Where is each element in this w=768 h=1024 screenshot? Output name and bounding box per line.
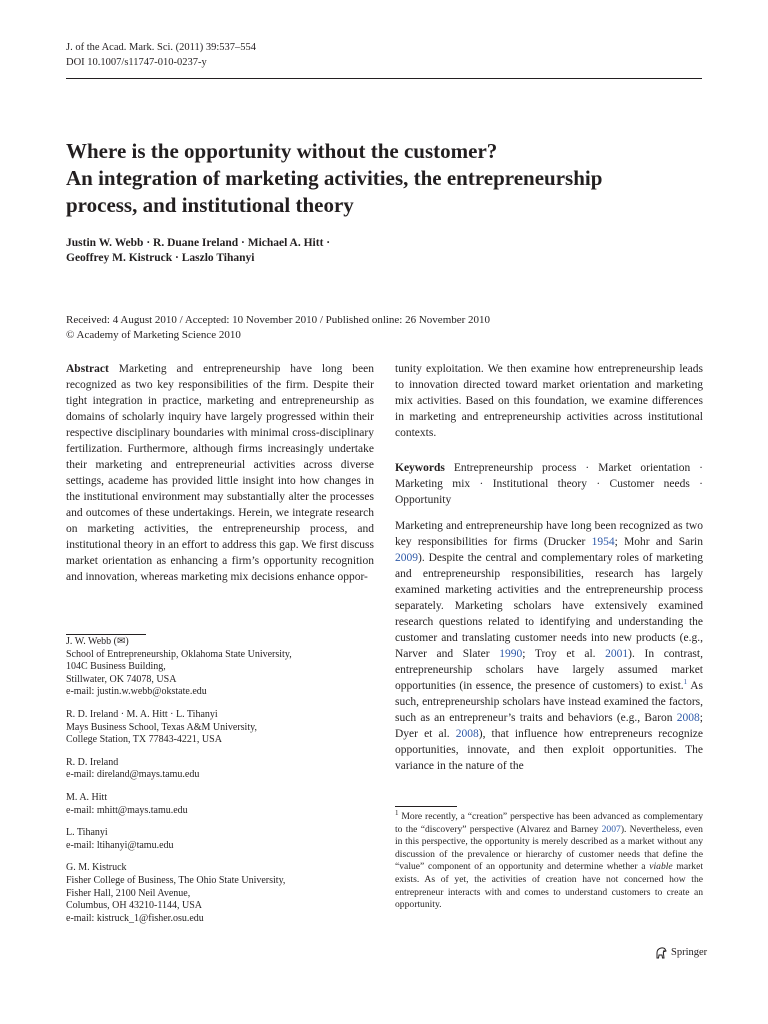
body-text: ). In contrast, entrepreneurship scholars have largely assumed market opportunities (in essence, the presence of customers) to exist. [395, 648, 703, 692]
footnote-text: market exists. As of yet, the activities of creation have not concerned how the entrepreneur interacts with and comes to understand customers to create an opportunity. [395, 861, 703, 911]
affiliation-line: Fisher Hall, 2100 Neil Avenue, [66, 887, 191, 899]
citation-link[interactable]: 2009 [395, 552, 418, 564]
copyright-line: © Academy of Marketing Science 2010 [66, 329, 241, 341]
title-line-2: An integration of marketing activities, the entrepreneurship [66, 166, 603, 190]
footnote-number: 1 [395, 808, 399, 817]
body-text: ), that influence how entrepreneurs recognize opportunities, innovate, and then exploit opportunities. The variance in the nature of the [395, 728, 703, 772]
affiliation-block [66, 636, 376, 699]
footnote-rule [395, 806, 457, 807]
affiliation-line: Columbus, OH 43210-1144, USA [66, 900, 203, 912]
affiliations [66, 636, 376, 935]
affiliation-line: Stillwater, OK 74078, USA [66, 673, 177, 685]
affiliation-line: Fisher College of Business, The Ohio State University, [66, 874, 286, 886]
affiliation-email[interactable]: e-mail: justin.w.webb@okstate.edu [66, 686, 207, 698]
body-text: ; Dyer et al. [395, 712, 703, 740]
affiliation-name: J. W. Webb (✉) [66, 636, 129, 647]
citation-link[interactable]: 1990 [499, 648, 523, 660]
author-list [66, 236, 330, 266]
body-text: As such, entrepreneurship scholars have instead examined the factors, such as an entrepreneur’s traits and behaviors (e.g., Baron [395, 680, 703, 724]
footnote-ref-link[interactable]: 1 [683, 678, 688, 687]
citation-link[interactable]: 2008 [455, 728, 479, 740]
abstract-heading: Abstract [66, 363, 109, 375]
affiliation-name: R. D. Ireland [66, 756, 119, 768]
affiliation-block [66, 862, 376, 925]
footnote-text: More recently, a “creation” perspective has been advanced as complementary to the “discovery” perspective (Alvarez and Barney [395, 811, 703, 835]
authors-line-1: Justin W. Webb · R. Duane Ireland · Michael A. Hitt · [66, 237, 331, 249]
affiliation-name: L. Tihanyi [66, 827, 108, 839]
citation-link[interactable]: 2008 [676, 712, 700, 724]
body-text: ). Despite the central and complementary roles of marketing and entrepreneurship responsibilities, research has largely examined marketing activities and the entrepreneurship process separately. Marketing scholars have extensively examined research questions related to identifying and understanding the customer and translating customer needs into new products (e.g., Narver and Slater [395, 552, 703, 660]
authors-line-2: Geoffrey M. Kistruck · Laszlo Tihanyi [66, 252, 255, 264]
title-line-1: Where is the opportunity without the customer? [66, 139, 498, 163]
citation-link[interactable]: 2007 [601, 823, 621, 835]
journal-citation: J. of the Acad. Mark. Sci. (2011) 39:537–554 [66, 42, 257, 53]
footnote-emphasis: viable [649, 861, 673, 873]
body-text: ; Mohr and Sarin [614, 536, 703, 548]
keywords [395, 460, 703, 508]
affiliation-name: G. M. Kistruck [66, 862, 127, 874]
affiliation-block [66, 709, 376, 747]
affiliation-email[interactable]: e-mail: ltihanyi@tamu.edu [66, 839, 174, 851]
affiliation-email[interactable]: e-mail: kistruck_1@fisher.osu.edu [66, 912, 204, 924]
abstract-text-left: Marketing and entrepreneurship have long been recognized as two key responsibilities of the firm. Despite their tight integration in practice, marketing and entrepreneurship as domains of scholarly inquiry have largely progressed within their respective disciplinary boundaries with minimal cross-disciplinary fertilization. Furthermore, although firms increasingly undertake their marketing and entrepreneurial activities across diverse settings, academe has provided little insight into how changes in the institutional environment may substantially alter the processes and outcomes of these undertakings. Herein, we integrate research on marketing activities, the entrepreneurship process, and institutional theory in an effort to address this gap. We first discuss market orientation as enhancing a firm’s opportunity recognition and innovation, whereas marketing mix decisions enhance oppor- [66, 363, 374, 583]
abstract-left [66, 361, 374, 585]
footnote-text: ). Nevertheless, even in this perspective, the opportunity is merely described as a market without any discussion of the prevalence or hierarchy of customer needs that define the “value” component of an opportunity and determine whether a [395, 823, 703, 873]
history-dates: Received: 4 August 2010 / Accepted: 10 November 2010 / Published online: 26 November 2010 [66, 314, 491, 326]
footnote [395, 808, 703, 912]
affiliation-line: School of Entrepreneurship, Oklahoma State University, [66, 648, 292, 660]
springer-horse-icon [654, 946, 668, 960]
keywords-text: Entrepreneurship process · Market orientation · Marketing mix · Institutional theory · Customer needs · Opportunity [395, 462, 703, 506]
affiliation-rule [66, 634, 146, 635]
keywords-heading: Keywords [395, 462, 445, 474]
affiliation-block [66, 792, 376, 817]
citation-link[interactable]: 2001 [605, 648, 629, 660]
publisher-logo [654, 946, 707, 960]
affiliation-email[interactable]: e-mail: mhitt@mays.tamu.edu [66, 804, 188, 816]
affiliation-block [66, 757, 376, 782]
publisher-name: Springer [671, 947, 708, 958]
abstract-right: tunity exploitation. We then examine how entrepreneurship leads to innovation directed toward market orientation and marketing mix activities. Based on this foundation, we examine differences in marketing and entrepreneurship activities across institutional contexts. [395, 363, 703, 439]
affiliation-line: College Station, TX 77843-4221, USA [66, 734, 222, 746]
publication-history [66, 313, 490, 343]
affiliation-email[interactable]: e-mail: direland@mays.tamu.edu [66, 769, 200, 781]
title-line-3: process, and institutional theory [66, 193, 354, 217]
header-rule [66, 78, 702, 79]
citation-link[interactable]: 1954 [591, 536, 615, 548]
affiliation-line: Mays Business School, Texas A&M University, [66, 721, 257, 733]
intro-paragraph [395, 518, 703, 774]
doi: DOI 10.1007/s11747-010-0237-y [66, 57, 207, 68]
journal-header [66, 40, 256, 70]
body-text: ; Troy et al. [522, 648, 606, 660]
affiliation-name: R. D. Ireland · M. A. Hitt · L. Tihanyi [66, 708, 218, 720]
affiliation-line: 104C Business Building, [66, 661, 166, 673]
affiliation-name: M. A. Hitt [66, 791, 108, 803]
paper-title [66, 138, 706, 219]
affiliation-block [66, 827, 376, 852]
body-text: Marketing and entrepreneurship have long been recognized as two key responsibilities for firms (Drucker [395, 520, 703, 548]
